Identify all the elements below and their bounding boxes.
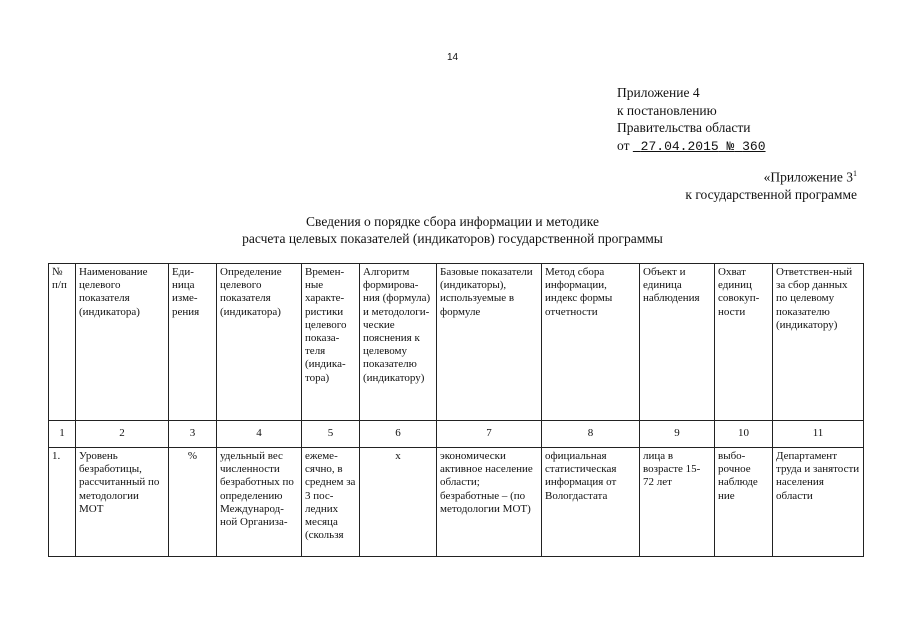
header-cell: № п/п — [49, 264, 76, 421]
column-number: 10 — [715, 421, 773, 448]
column-number: 2 — [76, 421, 169, 448]
header-cell: Объект и единица наблюдения — [640, 264, 715, 421]
number-sign: № — [726, 138, 735, 154]
table-cell: экономически активное население области; безработные – (по методологии МОТ) — [437, 448, 542, 557]
document-title — [0, 213, 905, 247]
table-cell: Департамент труда и занятости населения области — [773, 448, 864, 557]
header-cell: Наименование целевого показателя (индикатора) — [76, 264, 169, 421]
column-number-row — [49, 421, 864, 448]
table-cell: лица в возрасте 15-72 лет — [640, 448, 715, 557]
column-number: 6 — [360, 421, 437, 448]
column-number: 4 — [217, 421, 302, 448]
date-value: 27.04.2015 № 360 — [640, 138, 766, 154]
appendix-program-line-2: к государственной программе — [685, 186, 857, 202]
column-number: 7 — [437, 421, 542, 448]
column-number: 9 — [640, 421, 715, 448]
header-cell: Ответствен-ный за сбор данных по целевому показателю (индикатору) — [773, 264, 864, 421]
appendix-date-line — [617, 137, 766, 156]
table-cell: удельный вес численности безработных по определению Международ-ной Организа- — [217, 448, 302, 557]
table-row — [49, 448, 864, 557]
header-cell: Охват единиц совокуп-ности — [715, 264, 773, 421]
table-cell: выбо-рочное наблюде ние — [715, 448, 773, 557]
indicators-table — [48, 263, 864, 557]
column-number: 8 — [542, 421, 640, 448]
table-cell: % — [169, 448, 217, 557]
header-cell: Определение целевого показателя (индикатора) — [217, 264, 302, 421]
appendix-line-1: Приложение 4 — [617, 85, 700, 100]
column-number: 1 — [49, 421, 76, 448]
appendix-line-2: к постановлению — [617, 102, 717, 118]
header-cell: Алгоритм формирова-ния (формула) и методологи-ческие пояснения к целевому показателю (индикатору) — [360, 264, 437, 421]
header-row — [49, 264, 864, 421]
table-cell: x — [360, 448, 437, 557]
title-line-1: Сведения о порядке сбора информации и методике — [306, 214, 599, 229]
appendix-program-block — [685, 165, 857, 203]
table-cell: ежеме-сячно, в среднем за 3 пос-ледних месяца (скользя — [302, 448, 360, 557]
table-cell: официальная статистическая информация от Вологдастата — [542, 448, 640, 557]
table-cell: 1. — [49, 448, 76, 557]
page-number: 14 — [446, 52, 459, 63]
header-cell: Метод сбора информации, индекс формы отчетности — [542, 264, 640, 421]
date-prefix: от — [617, 137, 630, 153]
title-line-2: расчета целевых показателей (индикаторов) государственной программы — [242, 231, 663, 246]
header-cell: Времен-ные характе-ристики целевого показа-теля (индика-тора) — [302, 264, 360, 421]
table-cell: Уровень безработицы, рассчитанный по методологии МОТ — [76, 448, 169, 557]
column-number: 3 — [169, 421, 217, 448]
appendix-block — [617, 84, 766, 155]
header-cell: Базовые показатели (индикаторы), используемые в формуле — [437, 264, 542, 421]
column-number: 11 — [773, 421, 864, 448]
number-value: 360 — [742, 138, 766, 154]
appendix-line-3: Правительства области — [617, 120, 751, 135]
column-number: 5 — [302, 421, 360, 448]
header-cell: Еди-ница изме-рения — [169, 264, 217, 421]
appendix-program-line-1: «Приложение $3^1$ — [763, 169, 857, 185]
